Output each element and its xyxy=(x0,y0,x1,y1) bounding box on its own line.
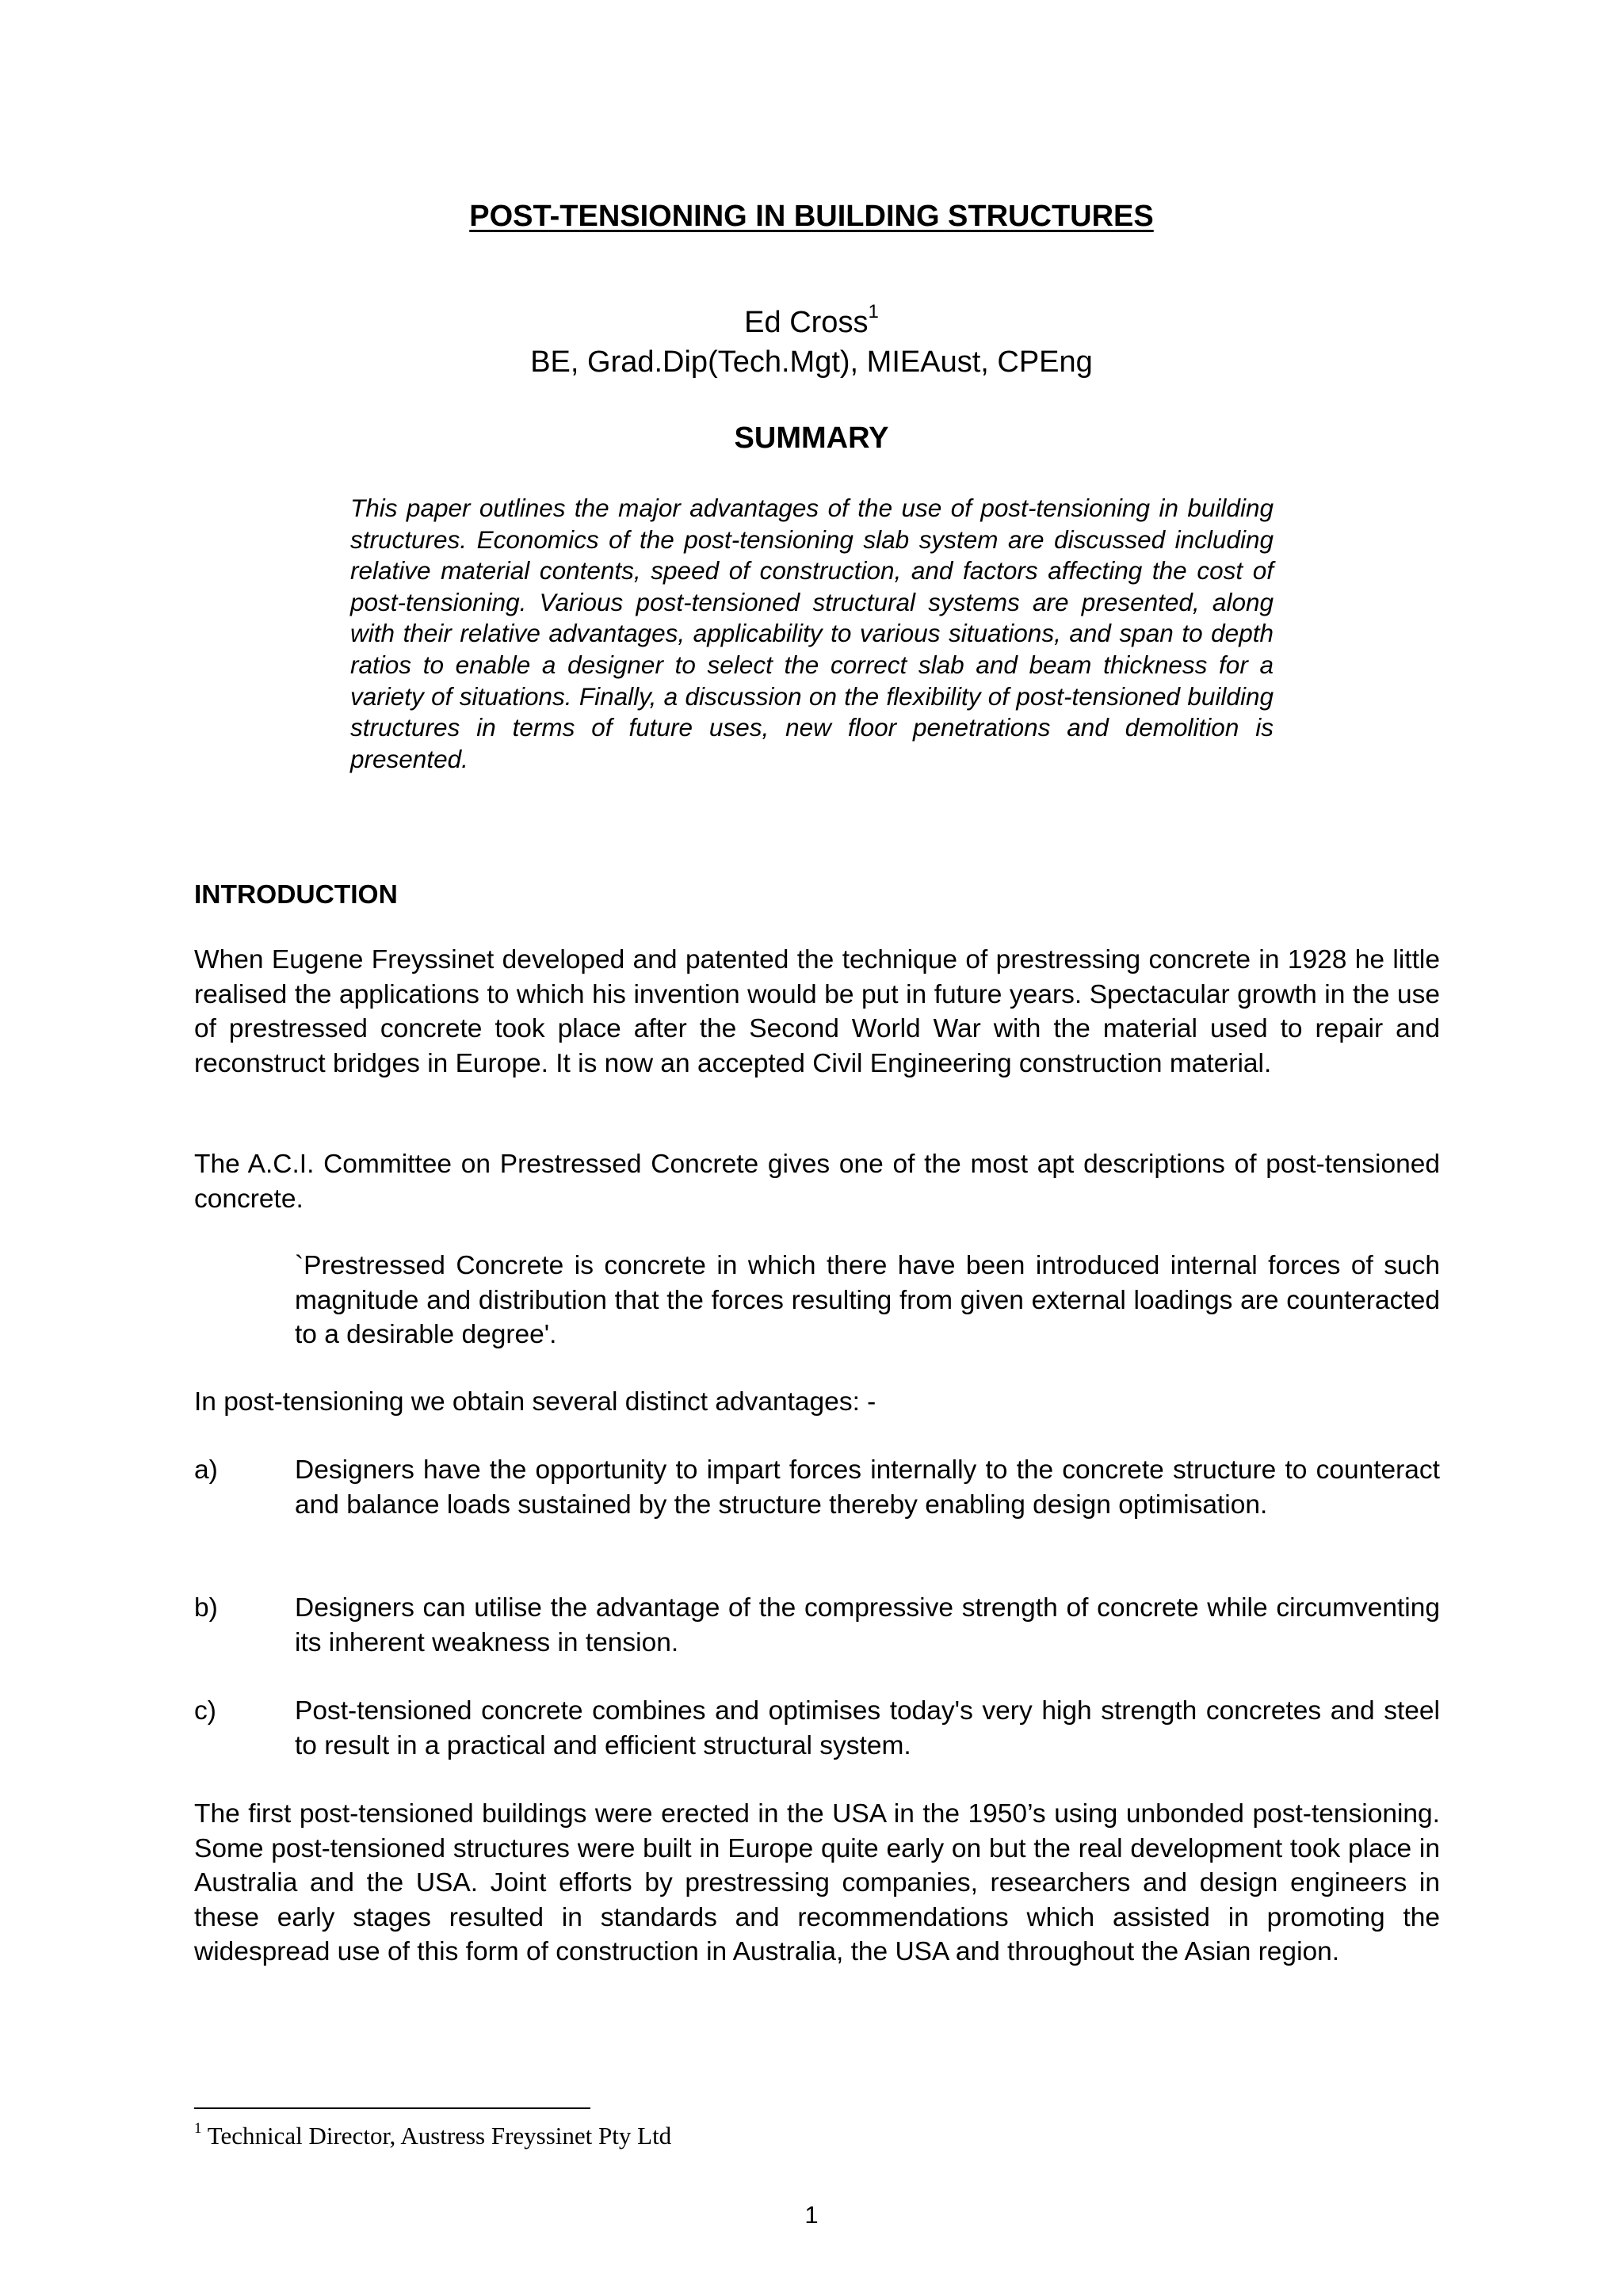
page-number: 1 xyxy=(804,2201,819,2229)
summary-heading: SUMMARY xyxy=(734,421,889,455)
intro-paragraph-3: In post-tensioning we obtain several distinct advantages: - xyxy=(194,1387,876,1417)
paper-title: POST-TENSIONING IN BUILDING STRUCTURES xyxy=(469,200,1154,233)
list-marker: c) xyxy=(194,1696,216,1726)
footnote xyxy=(194,2120,671,2152)
footnote-marker: 1 xyxy=(194,2120,202,2137)
list-marker: a) xyxy=(194,1455,218,1485)
intro-paragraph-1: When Eugene Freyssinet developed and patented the technique of prestressing concrete in 1928 he little realised the applications to which his invention would be put in future years. Spectacular growth in the use of prestressed concrete took place after the Second World War with the material used to repair and reconstruct bridges in Europe. It is now an accepted Civil Engineering construction material. xyxy=(194,945,1440,1078)
author-credentials: BE, Grad.Dip(Tech.Mgt), MIEAust, CPEng xyxy=(530,345,1093,379)
summary-abstract: This paper outlines the major advantages of the use of post-tensioning in building structures. Economics of the post-tensioning slab system are discussed including relative material contents, speed of construction, and factors affecting the cost of post-tensioning. Various post-tensioned structural systems are presented, along with their relative advantages, applicability to various situations, and span to depth ratios to enable a designer to select the correct slab and beam thickness for a variety of situations. Finally, a discussion on the flexibility of post-tensioned building structures in terms of future uses, new floor penetrations and demolition is presented. xyxy=(350,494,1274,773)
list-item-text: Designers can utilise the advantage of the compressive strength of concrete while circumventing its inherent weakness in tension. xyxy=(295,1593,1440,1657)
intro-paragraph-4: The first post-tensioned buildings were erected in the USA in the 1950’s using unbonded post-tensioning. Some post-tensioned structures were built in Europe quite early on but the real development took place in Australia and the USA. Joint efforts by prestressing companies, researchers and design engineers in these early stages resulted in standards and recommendations which assisted in promoting the widespread use of this form of construction in Australia, the USA and throughout the Asian region. xyxy=(194,1799,1440,1966)
footnote-separator xyxy=(194,2107,590,2109)
list-item-text: Designers have the opportunity to impart forces internally to the concrete structure to counteract and balance loads sustained by the structure thereby enabling design optimisation. xyxy=(295,1455,1440,1520)
list-marker: b) xyxy=(194,1593,218,1623)
list-item-text: Post-tensioned concrete combines and optimises today's very high strength concretes and steel to result in a practical and efficient structural system. xyxy=(295,1696,1440,1760)
author-name: Ed Cross xyxy=(744,306,869,339)
intro-paragraph-2: The A.C.I. Committee on Prestressed Concrete gives one of the most apt descriptions of post-tensioned concrete. xyxy=(194,1150,1440,1214)
aci-definition-quote: `Prestressed Concrete is concrete in which there have been introduced internal forces of such magnitude and distribution that the forces resulting from given external loadings are counteracted to a desirable degree'. xyxy=(295,1251,1440,1349)
author-footnote-marker: 1 xyxy=(868,301,879,322)
introduction-heading: INTRODUCTION xyxy=(194,880,398,910)
footnote-text: Technical Director, Austress Freyssinet Pty Ltd xyxy=(207,2122,672,2149)
author-line xyxy=(0,303,1623,342)
